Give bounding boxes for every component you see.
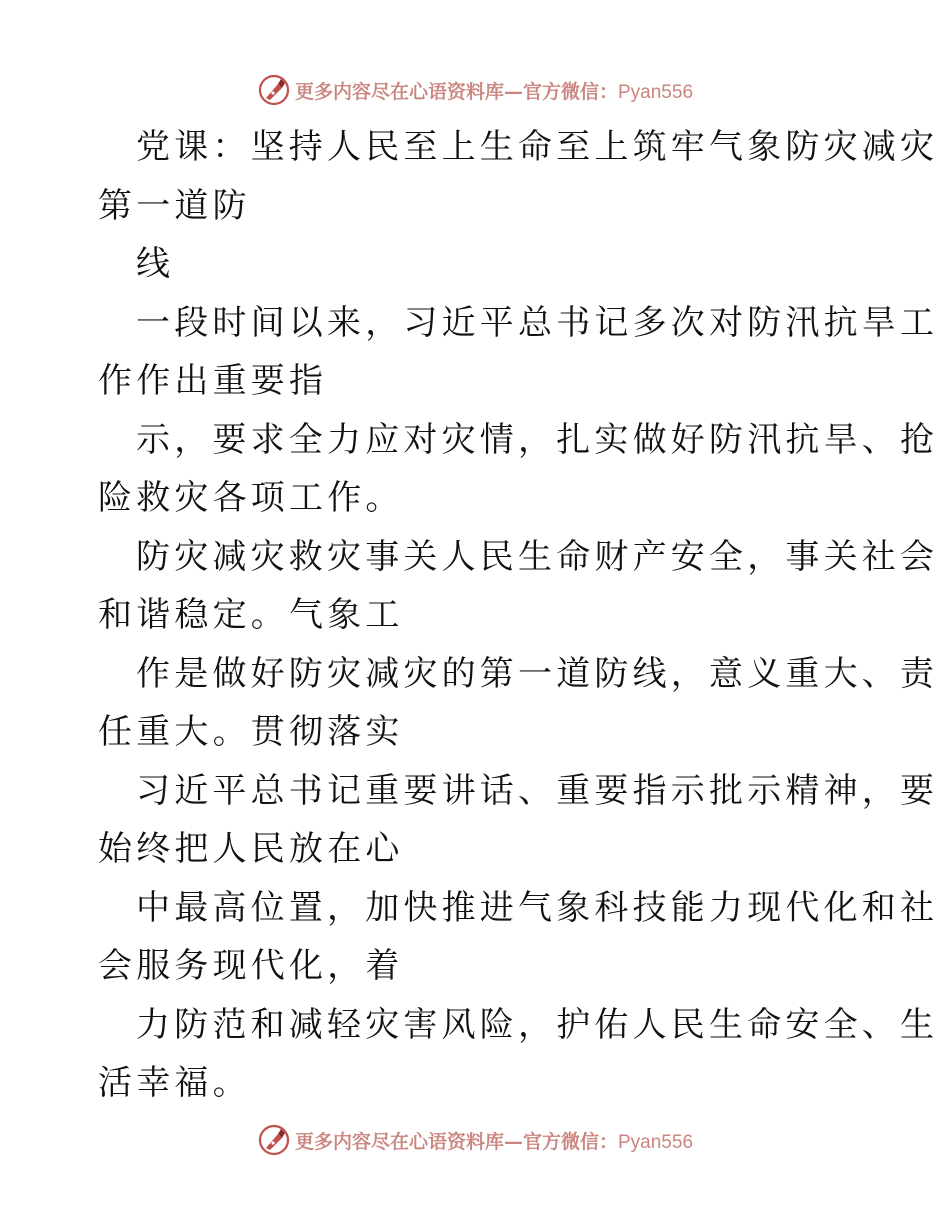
text-line: 力防范和减轻灾害风险，护佑人民生命安全、生 [136, 1004, 939, 1045]
text-line: 党课：坚持人民至上生命至上筑牢气象防灾减灾 [136, 127, 939, 167]
watermark-text: 更多内容尽在心语资料库—官方微信： [294, 80, 618, 103]
watermark-text: 更多内容尽在心语资料库—官方微信： [294, 1130, 618, 1153]
text-line: 第一道防 [98, 185, 251, 226]
text-line: 习近平总书记重要讲话、重要指示批示精神，要 [136, 770, 939, 811]
text-line: 和谐稳定。气象工 [98, 595, 404, 635]
footer-watermark [0, 1120, 950, 1160]
text-line: 中最高位置，加快推进气象科技能力现代化和社 [136, 887, 939, 928]
text-line: 作作出重要指 [98, 361, 328, 401]
text-line: 线 [136, 244, 175, 284]
text-line: 作是做好防灾减灾的第一道防线，意义重大、责 [136, 653, 939, 694]
watermark-account: Pyan556 [618, 81, 694, 103]
text-line: 活幸福。 [98, 1063, 251, 1103]
text-line: 示，要求全力应对灾情，扎实做好防汛抗旱、抢 [136, 419, 939, 460]
document-body [98, 118, 939, 1113]
text-line: 防灾减灾救灾事关人民生命财产安全，事关社会 [136, 536, 939, 577]
text-line: 始终把人民放在心 [98, 829, 404, 869]
pen-nib-logo-icon [257, 1123, 291, 1157]
watermark-account: Pyan556 [618, 1131, 694, 1153]
text-line: 险救灾各项工作。 [98, 478, 404, 518]
text-line: 一段时间以来，习近平总书记多次对防汛抗旱工 [136, 302, 939, 343]
pen-nib-logo-icon [257, 73, 291, 107]
text-line: 会服务现代化，着 [98, 946, 404, 986]
text-line: 任重大。贯彻落实 [98, 712, 404, 752]
header-watermark [0, 70, 950, 110]
